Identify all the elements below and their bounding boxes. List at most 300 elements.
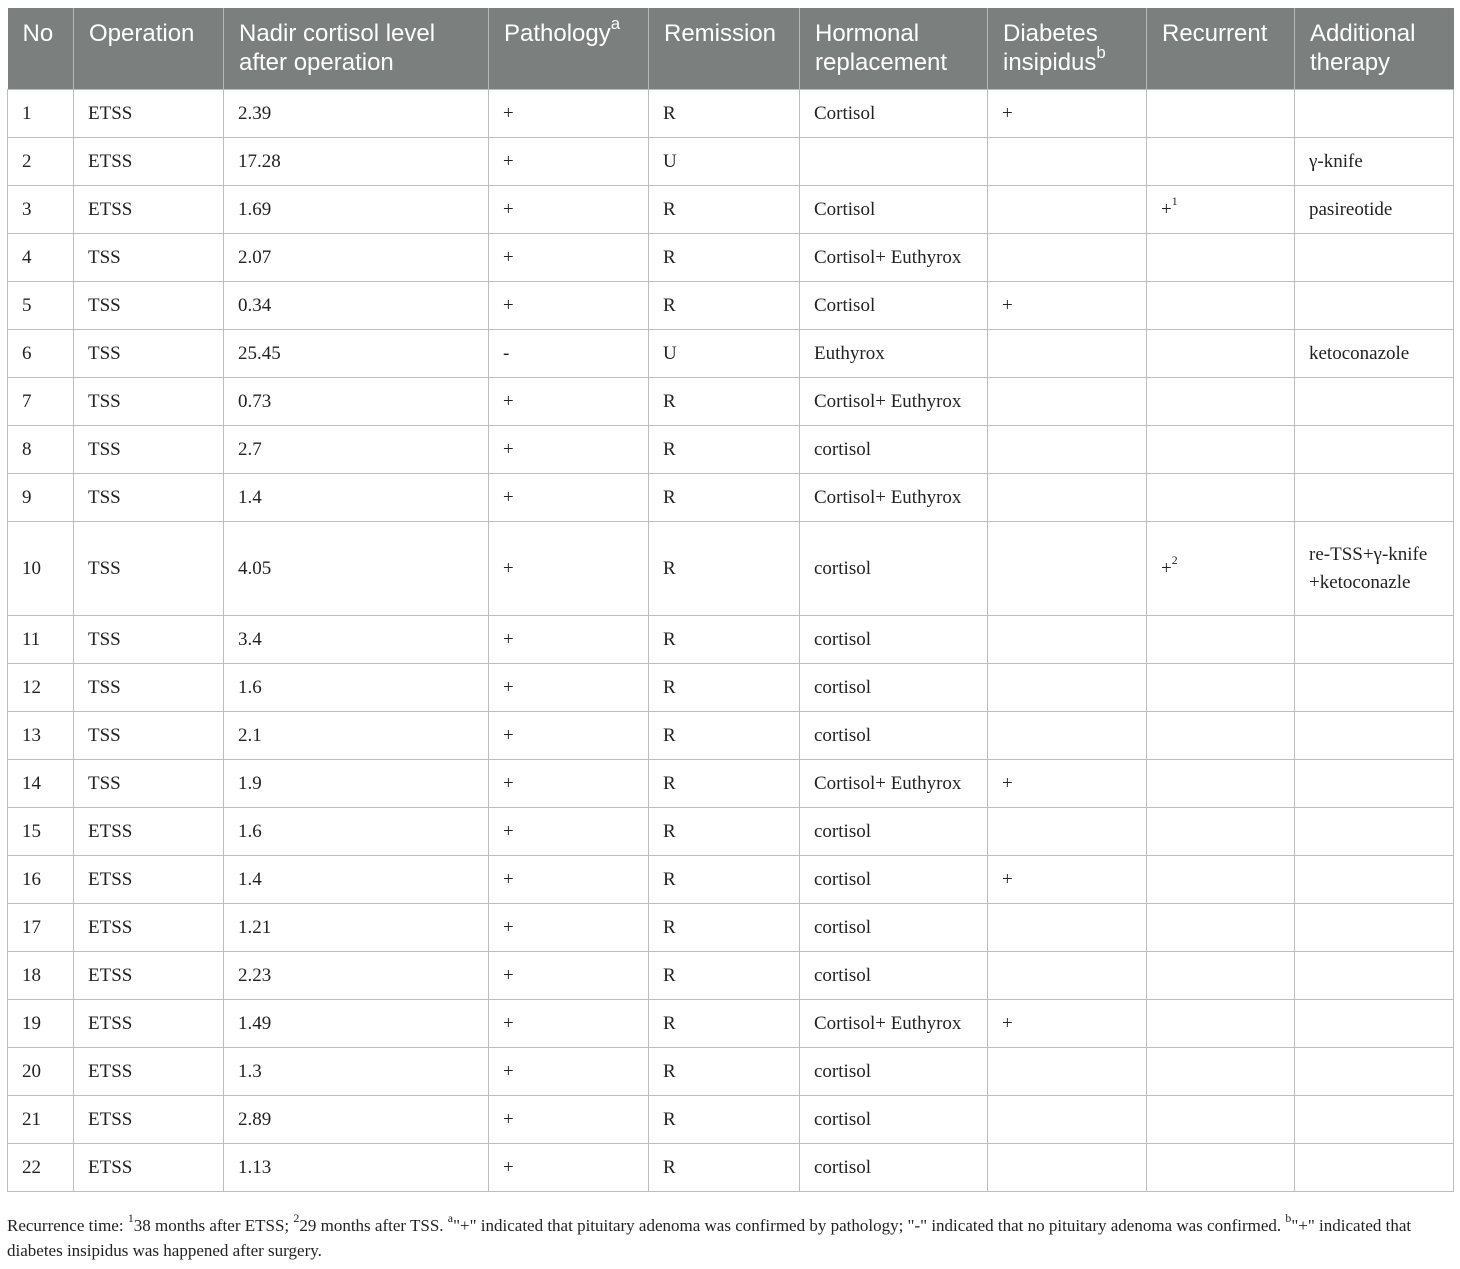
cell-no — [8, 856, 74, 904]
cell-cortisol — [224, 856, 489, 904]
cell-no — [8, 426, 74, 474]
cell-therapy — [1295, 1048, 1454, 1096]
cell-therapy — [1295, 90, 1454, 138]
cell-operation-text: TSS — [88, 246, 121, 268]
cell-remission-text: R — [663, 1108, 676, 1130]
cell-cortisol-text: 1.6 — [238, 676, 262, 698]
cell-remission — [649, 330, 800, 378]
cell-operation-text: ETSS — [88, 1012, 133, 1034]
cell-cortisol-text: 1.6 — [238, 820, 262, 842]
cell-pathology-text: + — [503, 1108, 514, 1130]
cell-cortisol — [224, 952, 489, 1000]
cell-pathology — [489, 282, 649, 330]
header-remission — [649, 8, 800, 90]
cell-therapy — [1295, 952, 1454, 1000]
cell-diabetes-insipidus — [988, 1096, 1147, 1144]
cell-cortisol — [224, 426, 489, 474]
cell-recurrent — [1147, 474, 1295, 522]
cell-pathology-text: + — [503, 820, 514, 842]
cell-hormonal — [800, 808, 988, 856]
cell-therapy-text: re-TSS+γ-knife +ketoconazle — [1309, 543, 1428, 593]
cell-cortisol — [224, 330, 489, 378]
cell-pathology-text: + — [503, 628, 514, 650]
cell-cortisol-text: 1.4 — [238, 868, 262, 890]
cell-diabetes-insipidus — [988, 904, 1147, 952]
cell-therapy — [1295, 904, 1454, 952]
cell-pathology — [489, 330, 649, 378]
table-row — [8, 1048, 1454, 1096]
cell-cortisol — [224, 1000, 489, 1048]
cell-recurrent — [1147, 378, 1295, 426]
cell-diabetes-insipidus — [988, 378, 1147, 426]
cell-cortisol — [224, 234, 489, 282]
header-pathology — [489, 8, 649, 90]
cell-no-text: 5 — [22, 294, 32, 316]
cell-operation-text: ETSS — [88, 102, 133, 124]
cell-pathology-text: + — [503, 868, 514, 890]
cell-cortisol-text: 2.39 — [238, 102, 272, 124]
cell-no — [8, 330, 74, 378]
cell-diabetes-insipidus — [988, 1144, 1147, 1192]
header-footnote-marker: b — [1096, 42, 1106, 62]
cell-remission-text: R — [663, 1156, 676, 1178]
cell-pathology — [489, 138, 649, 186]
header-label: Additional therapy — [1310, 20, 1416, 76]
cell-remission-text: U — [663, 150, 677, 172]
cell-pathology-text: + — [503, 676, 514, 698]
cell-operation — [74, 378, 224, 426]
cell-hormonal — [800, 426, 988, 474]
cell-cortisol — [224, 712, 489, 760]
table-row — [8, 378, 1454, 426]
cell-operation — [74, 856, 224, 904]
cell-recurrent — [1147, 808, 1295, 856]
cell-operation-text: TSS — [88, 390, 121, 412]
cell-diabetes-insipidus-text: + — [1002, 294, 1013, 316]
cell-operation-text: ETSS — [88, 868, 133, 890]
cell-hormonal — [800, 138, 988, 186]
footnote-sup: 1 — [127, 1210, 134, 1225]
cell-remission-text: R — [663, 916, 676, 938]
cell-remission — [649, 616, 800, 664]
cell-no — [8, 1096, 74, 1144]
cell-recurrent — [1147, 856, 1295, 904]
cell-hormonal-text: Cortisol+ Euthyrox — [814, 390, 962, 412]
cell-pathology — [489, 522, 649, 616]
cell-operation — [74, 474, 224, 522]
cell-operation — [74, 1000, 224, 1048]
results-table-container — [7, 8, 1453, 1192]
cell-recurrent — [1147, 904, 1295, 952]
header-nadir-cortisol — [224, 8, 489, 90]
cell-pathology-text: + — [503, 150, 514, 172]
cell-recurrent — [1147, 90, 1295, 138]
cell-therapy — [1295, 616, 1454, 664]
cell-pathology — [489, 856, 649, 904]
cell-pathology-text: + — [503, 198, 514, 220]
cell-recurrent — [1147, 138, 1295, 186]
table-row — [8, 760, 1454, 808]
cell-hormonal-text: cortisol — [814, 438, 871, 460]
cell-no-text: 15 — [22, 820, 41, 842]
table-row — [8, 616, 1454, 664]
cell-diabetes-insipidus-text: + — [1002, 772, 1013, 794]
cell-no — [8, 808, 74, 856]
cell-remission — [649, 378, 800, 426]
cell-hormonal — [800, 282, 988, 330]
cell-pathology — [489, 90, 649, 138]
cell-pathology — [489, 1144, 649, 1192]
cell-hormonal-text: Euthyrox — [814, 342, 885, 364]
cell-operation — [74, 330, 224, 378]
cell-diabetes-insipidus — [988, 664, 1147, 712]
cell-hormonal — [800, 1048, 988, 1096]
cell-recurrent — [1147, 186, 1295, 234]
table-row — [8, 904, 1454, 952]
cell-remission — [649, 1096, 800, 1144]
table-row — [8, 1000, 1454, 1048]
cell-remission — [649, 282, 800, 330]
cell-remission-text: R — [663, 438, 676, 460]
cell-pathology — [489, 474, 649, 522]
cell-no — [8, 522, 74, 616]
cell-no-text: 9 — [22, 486, 32, 508]
footnote-sup: 2 — [293, 1210, 300, 1225]
cell-operation-text: TSS — [88, 342, 121, 364]
cell-cortisol — [224, 522, 489, 616]
cell-recurrent — [1147, 664, 1295, 712]
cell-diabetes-insipidus — [988, 90, 1147, 138]
cell-hormonal-text: Cortisol — [814, 198, 876, 220]
cell-diabetes-insipidus — [988, 760, 1147, 808]
cell-operation-text: ETSS — [88, 820, 133, 842]
cell-no-text: 17 — [22, 916, 41, 938]
cell-therapy — [1295, 426, 1454, 474]
cell-cortisol-text: 25.45 — [238, 342, 281, 364]
cell-cortisol-text: 1.9 — [238, 772, 262, 794]
cell-operation — [74, 1144, 224, 1192]
cell-no-text: 4 — [22, 246, 32, 268]
table-row — [8, 808, 1454, 856]
cell-therapy — [1295, 1000, 1454, 1048]
cell-operation — [74, 522, 224, 616]
table-row — [8, 138, 1454, 186]
cell-remission-text: R — [663, 724, 676, 746]
cell-diabetes-insipidus — [988, 616, 1147, 664]
cell-diabetes-insipidus — [988, 1000, 1147, 1048]
cell-hormonal-text: cortisol — [814, 676, 871, 698]
cell-operation-text: TSS — [88, 628, 121, 650]
cell-cortisol-text: 2.23 — [238, 964, 272, 986]
table-row — [8, 522, 1454, 616]
cell-cortisol-text: 3.4 — [238, 628, 262, 650]
cell-no — [8, 664, 74, 712]
cell-no — [8, 904, 74, 952]
cell-operation-text: ETSS — [88, 150, 133, 172]
cell-pathology — [489, 616, 649, 664]
cell-remission-text: R — [663, 628, 676, 650]
cell-therapy — [1295, 138, 1454, 186]
cell-no — [8, 760, 74, 808]
cell-cortisol — [224, 1048, 489, 1096]
cell-pathology-text: + — [503, 1156, 514, 1178]
cell-recurrent — [1147, 616, 1295, 664]
cell-pathology-text: + — [503, 294, 514, 316]
cell-hormonal — [800, 664, 988, 712]
cell-diabetes-insipidus-text: + — [1002, 868, 1013, 890]
cell-pathology — [489, 426, 649, 474]
cell-cortisol — [224, 138, 489, 186]
cell-no-text: 10 — [22, 557, 41, 579]
cell-no — [8, 1000, 74, 1048]
cell-operation-text: ETSS — [88, 1108, 133, 1130]
cell-cortisol-text: 1.3 — [238, 1060, 262, 1082]
cell-operation — [74, 1096, 224, 1144]
cell-pathology — [489, 904, 649, 952]
cell-recurrent — [1147, 1144, 1295, 1192]
cell-remission-text: R — [663, 390, 676, 412]
cell-hormonal-text: Cortisol+ Euthyrox — [814, 486, 962, 508]
cell-no — [8, 234, 74, 282]
cell-recurrent — [1147, 234, 1295, 282]
cell-operation — [74, 186, 224, 234]
cell-operation-text: ETSS — [88, 198, 133, 220]
cell-no-text: 12 — [22, 676, 41, 698]
cell-therapy — [1295, 664, 1454, 712]
cell-pathology-text: + — [503, 1012, 514, 1034]
cell-no-text: 16 — [22, 868, 41, 890]
cell-hormonal-text: cortisol — [814, 820, 871, 842]
cell-operation — [74, 234, 224, 282]
footnote-sup: a — [447, 1210, 454, 1225]
header-footnote-marker: a — [610, 13, 621, 33]
table-footnote — [7, 1210, 1453, 1263]
cell-hormonal — [800, 1144, 988, 1192]
cell-cortisol-text: 1.69 — [238, 198, 272, 220]
cell-operation — [74, 952, 224, 1000]
table-row — [8, 330, 1454, 378]
cell-pathology-text: + — [503, 246, 514, 268]
cell-recurrent — [1147, 1048, 1295, 1096]
cell-hormonal — [800, 90, 988, 138]
cell-operation — [74, 712, 224, 760]
cell-no-text: 13 — [22, 724, 41, 746]
cell-remission-text: R — [663, 294, 676, 316]
cell-no — [8, 712, 74, 760]
cell-hormonal — [800, 474, 988, 522]
cell-therapy-text: ketoconazole — [1309, 342, 1410, 364]
cell-remission-text: R — [663, 557, 676, 579]
cell-pathology — [489, 808, 649, 856]
header-no — [8, 8, 74, 90]
cell-pathology — [489, 952, 649, 1000]
table-row — [8, 712, 1454, 760]
table-row — [8, 186, 1454, 234]
cell-hormonal — [800, 952, 988, 1000]
cell-diabetes-insipidus — [988, 1048, 1147, 1096]
cell-cortisol — [224, 282, 489, 330]
table-row — [8, 234, 1454, 282]
cell-cortisol-text: 1.4 — [238, 486, 262, 508]
cell-hormonal-text: cortisol — [814, 964, 871, 986]
cell-therapy — [1295, 378, 1454, 426]
cell-hormonal — [800, 1096, 988, 1144]
cell-pathology — [489, 1048, 649, 1096]
header-label: Remission — [664, 20, 777, 47]
cell-cortisol-text: 17.28 — [238, 150, 281, 172]
cell-no — [8, 474, 74, 522]
cell-pathology — [489, 378, 649, 426]
cell-remission-text: R — [663, 486, 676, 508]
cell-cortisol — [224, 90, 489, 138]
cell-operation-text: ETSS — [88, 916, 133, 938]
cell-remission — [649, 712, 800, 760]
footnote-text: "+" indicated that diabetes insipidus was happened after surgery. — [7, 1216, 1412, 1260]
table-header-row — [8, 8, 1454, 90]
cell-pathology — [489, 1000, 649, 1048]
cell-pathology-text: + — [503, 772, 514, 794]
table-row — [8, 664, 1454, 712]
cell-no-text: 2 — [22, 150, 32, 172]
header-additional-therapy — [1295, 8, 1454, 90]
header-label: Pathology — [504, 20, 611, 47]
cell-no-text: 1 — [22, 102, 32, 124]
cell-hormonal-text: Cortisol — [814, 102, 876, 124]
cell-operation-text: TSS — [88, 557, 121, 579]
cell-recurrent — [1147, 952, 1295, 1000]
cell-therapy — [1295, 712, 1454, 760]
cell-pathology — [489, 664, 649, 712]
cell-hormonal-text: Cortisol+ Euthyrox — [814, 1012, 962, 1034]
table-row — [8, 474, 1454, 522]
cell-operation — [74, 904, 224, 952]
cell-remission-text: R — [663, 676, 676, 698]
cell-no-text: 8 — [22, 438, 32, 460]
cell-cortisol — [224, 760, 489, 808]
cell-operation-text: TSS — [88, 486, 121, 508]
cell-pathology-text: + — [503, 964, 514, 986]
cell-therapy-text: γ-knife — [1309, 150, 1363, 172]
cell-diabetes-insipidus — [988, 712, 1147, 760]
cell-remission-text: U — [663, 342, 677, 364]
cell-diabetes-insipidus — [988, 856, 1147, 904]
cell-operation — [74, 90, 224, 138]
cell-no-text: 19 — [22, 1012, 41, 1034]
header-hormonal-replacement — [800, 8, 988, 90]
cell-therapy — [1295, 474, 1454, 522]
footnote-text: 38 months after ETSS; — [133, 1216, 294, 1235]
cell-therapy — [1295, 1144, 1454, 1192]
table-row — [8, 1096, 1454, 1144]
header-operation — [74, 8, 224, 90]
cell-diabetes-insipidus-text: + — [1002, 102, 1013, 124]
cell-cortisol-text: 1.21 — [238, 916, 272, 938]
cell-remission — [649, 474, 800, 522]
cell-remission — [649, 904, 800, 952]
cell-remission-text: R — [663, 964, 676, 986]
cell-hormonal-text: cortisol — [814, 557, 871, 579]
results-table — [7, 8, 1454, 1192]
cell-operation-text: ETSS — [88, 1156, 133, 1178]
cell-therapy — [1295, 760, 1454, 808]
cell-no-text: 22 — [22, 1156, 41, 1178]
cell-hormonal — [800, 186, 988, 234]
cell-cortisol — [224, 616, 489, 664]
cell-remission — [649, 808, 800, 856]
cell-operation — [74, 282, 224, 330]
cell-no — [8, 378, 74, 426]
table-row — [8, 90, 1454, 138]
cell-hormonal-text: Cortisol — [814, 294, 876, 316]
cell-recurrent — [1147, 426, 1295, 474]
table-row — [8, 282, 1454, 330]
cell-therapy — [1295, 522, 1454, 616]
cell-cortisol — [224, 186, 489, 234]
cell-recurrent — [1147, 282, 1295, 330]
cell-diabetes-insipidus — [988, 186, 1147, 234]
header-label: Operation — [89, 20, 195, 47]
cell-cortisol-text: 2.89 — [238, 1108, 272, 1130]
cell-diabetes-insipidus — [988, 522, 1147, 616]
cell-operation-text: ETSS — [88, 1060, 133, 1082]
cell-hormonal-text: Cortisol+ Euthyrox — [814, 772, 962, 794]
cell-no — [8, 186, 74, 234]
cell-remission — [649, 138, 800, 186]
cell-remission — [649, 1048, 800, 1096]
cell-diabetes-insipidus — [988, 426, 1147, 474]
cell-no — [8, 282, 74, 330]
cell-cortisol — [224, 378, 489, 426]
cell-operation-text: TSS — [88, 772, 121, 794]
cell-therapy — [1295, 282, 1454, 330]
cell-recurrent — [1147, 330, 1295, 378]
cell-cortisol — [224, 1096, 489, 1144]
cell-no-text: 20 — [22, 1060, 41, 1082]
cell-no — [8, 1144, 74, 1192]
header-label: Diabetes insipidus — [1003, 20, 1098, 76]
cell-cortisol-text: 2.1 — [238, 724, 262, 746]
cell-remission — [649, 856, 800, 904]
cell-diabetes-insipidus — [988, 138, 1147, 186]
cell-therapy — [1295, 856, 1454, 904]
cell-operation — [74, 426, 224, 474]
cell-pathology — [489, 234, 649, 282]
cell-hormonal — [800, 856, 988, 904]
cell-remission-text: R — [663, 198, 676, 220]
cell-no — [8, 138, 74, 186]
cell-operation-text: TSS — [88, 724, 121, 746]
table-row — [8, 1144, 1454, 1192]
cell-cortisol-text: 0.34 — [238, 294, 272, 316]
cell-no-text: 18 — [22, 964, 41, 986]
cell-cortisol — [224, 808, 489, 856]
cell-hormonal — [800, 330, 988, 378]
cell-pathology-text: + — [503, 1060, 514, 1082]
cell-remission — [649, 234, 800, 282]
cell-hormonal — [800, 904, 988, 952]
cell-operation-text: TSS — [88, 438, 121, 460]
cell-diabetes-insipidus — [988, 234, 1147, 282]
cell-diabetes-insipidus — [988, 474, 1147, 522]
cell-pathology — [489, 1096, 649, 1144]
cell-recurrent-text: + — [1161, 557, 1172, 579]
cell-pathology-text: + — [503, 916, 514, 938]
cell-remission-text: R — [663, 868, 676, 890]
cell-therapy-text: pasireotide — [1309, 198, 1393, 220]
cell-pathology — [489, 712, 649, 760]
cell-hormonal-text: cortisol — [814, 1060, 871, 1082]
cell-cortisol — [224, 664, 489, 712]
